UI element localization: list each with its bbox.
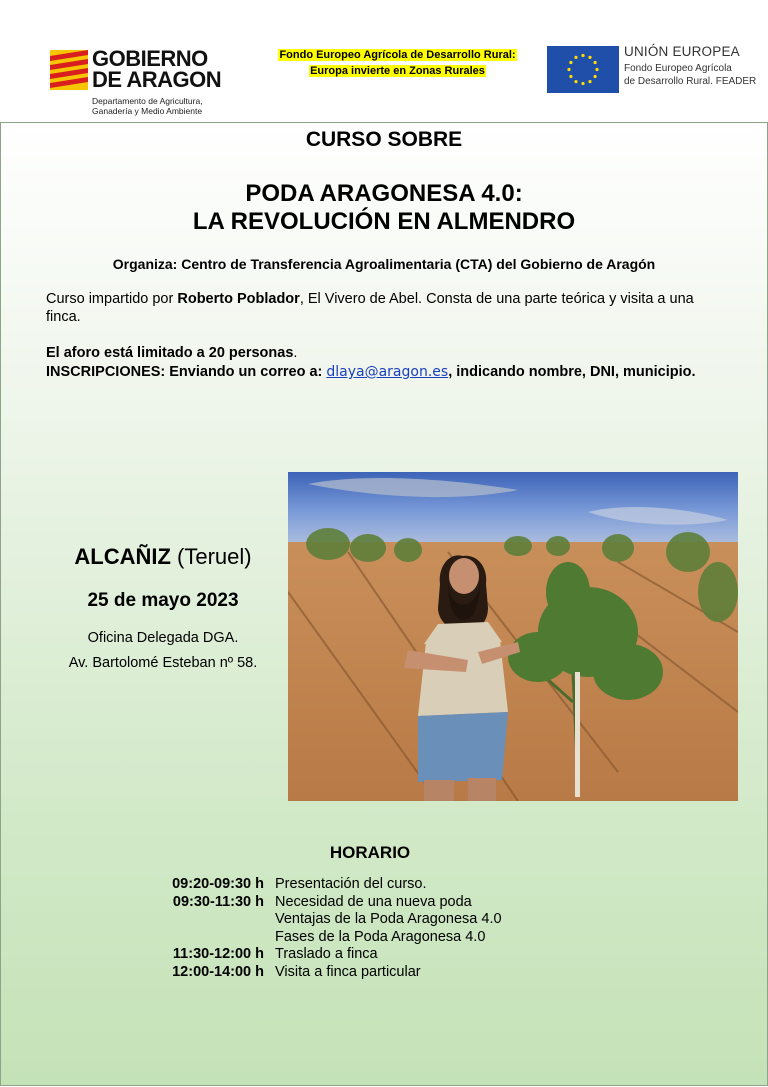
schedule-activity: Presentación del curso. xyxy=(275,876,427,892)
schedule-table xyxy=(0,876,768,981)
logo-dept-line-2: Ganadería y Medio Ambiente xyxy=(92,106,203,116)
registration-pre: INSCRIPCIONES: Enviando un correo a: xyxy=(46,364,327,380)
instructor-photo xyxy=(288,472,738,801)
intro-paragraph xyxy=(46,290,722,326)
eu-sub-line-1: Fondo Europeo Agrícola xyxy=(624,63,732,74)
header-bar xyxy=(0,0,768,122)
capacity-line xyxy=(46,344,722,362)
schedule-time: 09:20-09:30 h xyxy=(172,876,264,892)
logo-line-2: DE ARAGON xyxy=(92,67,222,92)
schedule-time: 11:30-12:00 h xyxy=(172,946,264,962)
event-date: 25 de mayo 2023 xyxy=(87,590,239,611)
capacity-end: . xyxy=(293,345,298,361)
schedule-activity: Necesidad de una nueva poda xyxy=(275,893,472,910)
eu-text-block xyxy=(624,44,768,88)
eu-flag-icon xyxy=(547,46,619,93)
feader-banner xyxy=(256,47,539,79)
feader-banner-line-2: Europa invierte en Zonas Rurales xyxy=(310,65,485,77)
instructor-name: Roberto Poblador xyxy=(177,291,300,307)
eu-sub-line-2: de Desarrollo Rural. FEADER xyxy=(624,76,757,87)
schedule-activity: Fases de la Poda Aragonesa 4.0 xyxy=(275,928,486,945)
aragon-flag-icon xyxy=(50,50,88,90)
schedule-row xyxy=(0,946,768,964)
city-name: ALCAÑIZ xyxy=(74,544,171,569)
location-city xyxy=(48,544,278,570)
email-link[interactable]: dlaya@aragon.es xyxy=(326,364,449,380)
capacity-text: El aforo está limitado a 20 personas xyxy=(46,345,294,361)
course-title-line-1: PODA ARAGONESA 4.0: xyxy=(245,180,523,207)
address-line-1: Oficina Delegada DGA. xyxy=(87,630,239,646)
schedule-activities xyxy=(275,876,427,894)
feader-banner-line-1: Fondo Europeo Agrícola de Desarrollo Rural: xyxy=(279,49,516,61)
logo-line-1: GOBIERNO xyxy=(92,46,208,71)
schedule-activity: Ventajas de la Poda Aragonesa 4.0 xyxy=(275,911,502,927)
schedule-time: 12:00-14:00 h xyxy=(172,963,264,980)
schedule-activity: Visita a finca particular xyxy=(275,963,421,980)
course-title xyxy=(0,180,768,236)
logo-dept-line-1: Departamento de Agricultura, xyxy=(92,96,203,106)
gobierno-aragon-logo xyxy=(48,46,248,118)
schedule-row xyxy=(0,894,768,947)
registration-paragraph xyxy=(46,363,722,381)
province-name: (Teruel) xyxy=(177,544,252,569)
schedule-row xyxy=(0,876,768,894)
intro-post: , El Vivero de Abel. Consta de una parte teórica y visita a una finca. xyxy=(46,291,694,325)
schedule-row xyxy=(0,964,768,982)
course-heading: CURSO SOBRE xyxy=(305,128,463,151)
schedule-activities xyxy=(275,964,421,982)
eu-title: UNIÓN EUROPEA xyxy=(624,44,740,59)
orchard-photo-illustration xyxy=(288,472,738,801)
registration-post: , indicando nombre, DNI, municipio. xyxy=(448,364,696,380)
organizer-line: Organiza: Centro de Transferencia Agroalimentaria (CTA) del Gobierno de Aragón xyxy=(112,256,656,272)
schedule-activity: Traslado a finca xyxy=(275,946,378,962)
schedule-activities xyxy=(275,946,378,964)
course-title-line-2: LA REVOLUCIÓN EN ALMENDRO xyxy=(192,208,576,235)
address-line-2: Av. Bartolomé Esteban nº 58. xyxy=(68,655,258,671)
schedule-title: HORARIO xyxy=(329,843,411,862)
intro-pre: Curso impartido por xyxy=(46,291,178,307)
schedule-time: 09:30-11:30 h xyxy=(172,893,264,910)
schedule-activities xyxy=(275,894,502,947)
